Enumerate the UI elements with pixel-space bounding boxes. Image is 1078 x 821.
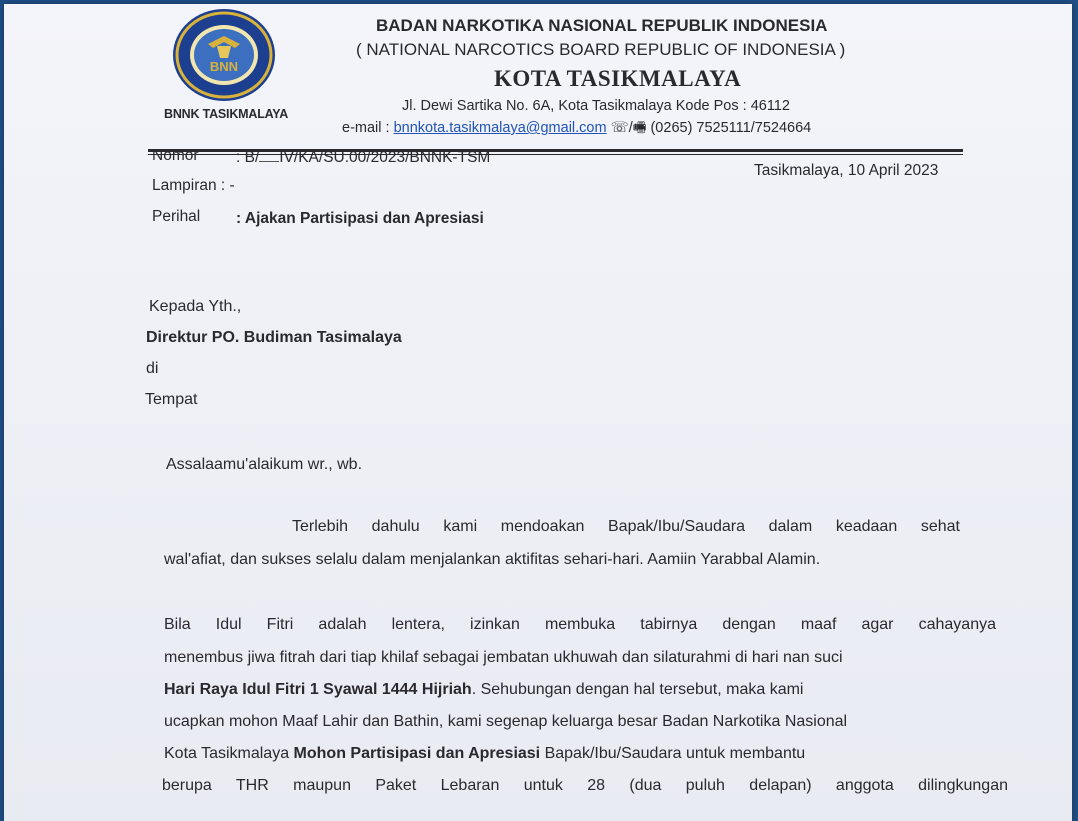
email-link[interactable]: bnnkota.tasikmalaya@gmail.com: [393, 120, 607, 136]
logo-text: BNN: [209, 59, 239, 74]
paragraph-2-line-3: Hari Raya Idul Fitri 1 Syawal 1444 Hijriah. Sehubungan dengan hal tersebut, maka kami: [164, 681, 804, 698]
org-name-english: ( NATIONAL NARCOTICS BOARD REPUBLIC OF INDONESIA ): [356, 40, 846, 59]
recipient-name: Direktur PO. Budiman Tasimalaya: [146, 329, 402, 346]
logo-caption: BNNK TASIKMALAYA: [164, 107, 289, 121]
org-name: BADAN NARKOTIKA NASIONAL REPUBLIK INDONESIA: [376, 16, 828, 35]
email-label: e-mail :: [342, 120, 394, 136]
contact-line: [342, 117, 811, 142]
handwritten-number: [259, 161, 279, 162]
city-title: KOTA TASIKMALAYA: [494, 66, 742, 91]
paragraph-2-line-1: Bila Idul Fitri adalah lentera, izinkan membuka tabirnya dengan maaf agar cahayanya: [164, 616, 996, 633]
letter-page: [4, 4, 1072, 821]
letter-date: Tasikmalaya, 10 April 2023: [754, 162, 939, 179]
paragraph-2-line-2: menembus jiwa fitrah dari tiap khilaf sebagai jembatan ukhuwah dan silaturahmi di hari nan suci: [164, 649, 843, 666]
recipient-di: di: [146, 360, 159, 377]
phone-fax-icon: ☏/🖷: [610, 120, 647, 136]
paragraph-2-line-6: berupa THR maupun Paket Lebaran untuk 28 (dua puluh delapan) anggota dilingkungan: [162, 777, 1008, 794]
paragraph-1-line-2: wal'afiat, dan sukses selalu dalam menjalankan aktifitas sehari-hari. Aamiin Yarabbal Alamin.: [164, 551, 821, 568]
perihal-label: Perihal: [152, 208, 201, 225]
lampiran: Lampiran : -: [152, 177, 235, 194]
nomor-value: : B/ IV/KA/SU.00/2023/BNNK-TSM: [236, 149, 491, 166]
nomor-label: Nomor: [152, 147, 199, 164]
perihal-value: : Ajakan Partisipasi dan Apresiasi: [236, 210, 484, 227]
phone-number: (0265) 7525111/7524664: [646, 120, 812, 136]
paragraph-2-line-5: Kota Tasikmalaya Mohon Partisipasi dan Apresiasi Bapak/Ibu/Saudara untuk membantu: [164, 745, 806, 762]
paragraph-2-line-4: ucapkan mohon Maaf Lahir dan Bathin, kami segenap keluarga besar Badan Narkotika Nasional: [164, 713, 848, 730]
address: Jl. Dewi Sartika No. 6A, Kota Tasikmalaya Kode Pos : 46112: [402, 98, 790, 114]
salam: Assalaamu'alaikum wr., wb.: [166, 456, 363, 473]
recipient-greeting: Kepada Yth.,: [149, 298, 242, 315]
bnn-logo-icon: [172, 8, 276, 102]
paragraph-1-line-1: Terlebih dahulu kami mendoakan Bapak/Ibu/Saudara dalam keadaan sehat: [292, 518, 960, 535]
recipient-place: Tempat: [145, 391, 198, 408]
